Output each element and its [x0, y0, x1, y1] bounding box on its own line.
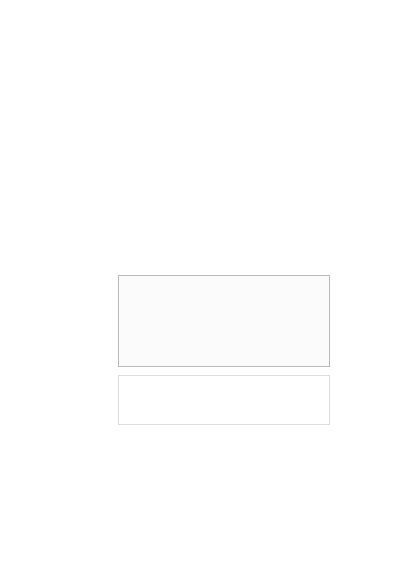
supply-bar-chart	[152, 381, 322, 421]
rate-line-chart	[140, 277, 320, 357]
exchange-rate-figure	[112, 267, 338, 427]
